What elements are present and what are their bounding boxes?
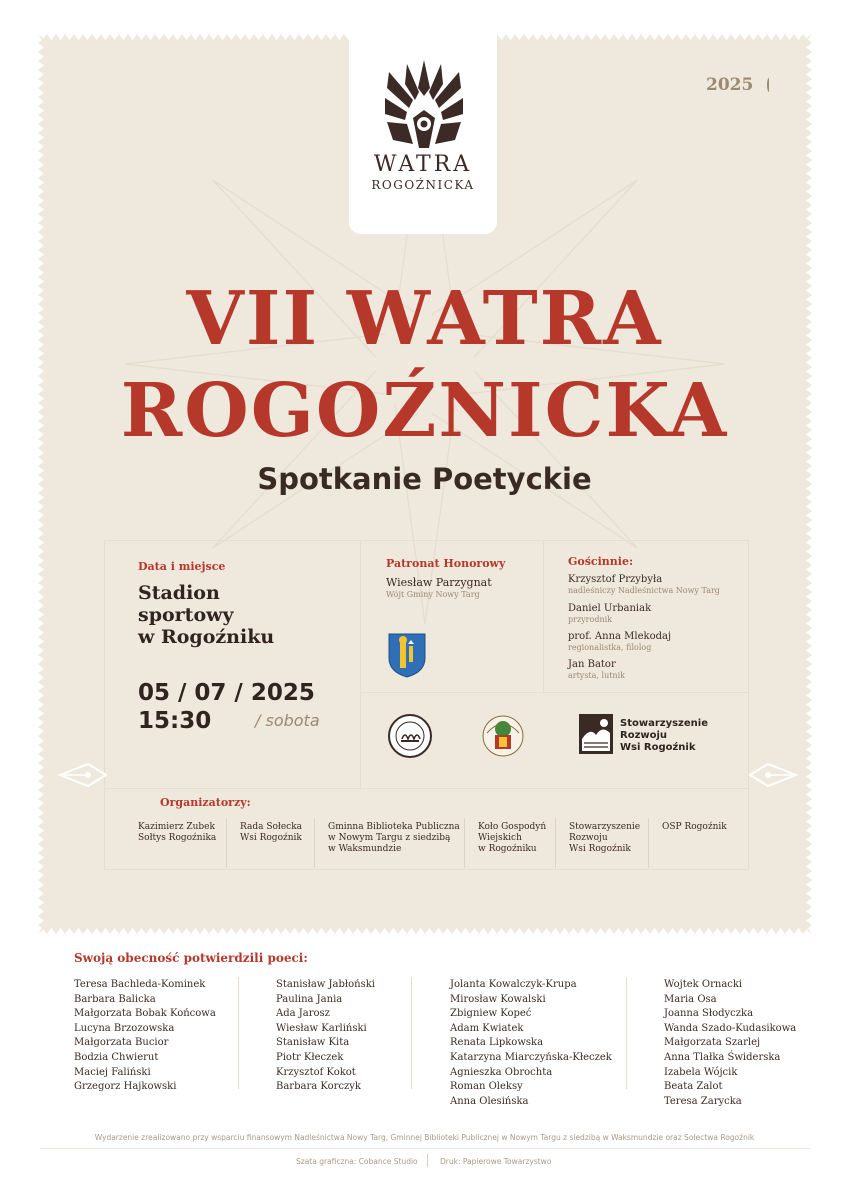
guest-role: regionalistka, filolog	[568, 643, 652, 652]
divider	[626, 977, 627, 1089]
organizer-line: w Waksmundzie	[328, 844, 402, 854]
poet-name: Anna Tlałka Świderska	[664, 1051, 781, 1063]
design-credit: Szata graficzna: Cobance Studio	[296, 1157, 418, 1166]
guest-role: przyrodnik	[568, 615, 612, 624]
poet-name: Wojtek Ornacki	[664, 979, 743, 990]
organizer-line: w Rogoźniku	[478, 844, 537, 854]
poet-name: Wiesław Karliński	[276, 1022, 367, 1034]
guest-role: nadleśniczy Nadleśnictwa Nowy Targ	[568, 586, 720, 595]
divider	[555, 818, 556, 868]
guest-item	[568, 603, 651, 624]
event-day: / sobota	[255, 711, 320, 730]
divider	[427, 1154, 428, 1167]
partner-round-stamp-logo	[387, 713, 433, 759]
guest-item	[568, 574, 720, 595]
divider	[360, 540, 361, 788]
organizer-line: Wsi Rogoźnik	[240, 833, 302, 843]
guest-name: prof. Anna Mlekodaj	[568, 631, 672, 642]
title-line-1: VII WATRA	[186, 276, 663, 362]
guest-role: artysta, lutnik	[568, 671, 625, 680]
poet-name: Joanna Słodyczka	[664, 1008, 754, 1020]
print-credit: Druk: Papierowe Towarzystwo	[440, 1157, 552, 1166]
organizer-line: Koło Gospodyń	[478, 822, 547, 832]
poet-name: Stanisław Jabłoński	[276, 979, 376, 990]
poet-name: Beata Zalot	[664, 1081, 723, 1093]
poet-name: Barbara Balicka	[74, 993, 156, 1005]
organizer-item	[569, 822, 640, 855]
organizer-line: Stowarzyszenie	[569, 822, 641, 832]
poet-name: Teresa Bachleda-Kominek	[74, 979, 206, 990]
poet-name: Agnieszka Obrochta	[450, 1066, 553, 1078]
pen-nib-ornament-icon	[748, 760, 798, 790]
poets-column	[74, 978, 216, 1095]
divider	[411, 977, 412, 1089]
divider	[226, 818, 227, 868]
organizer-line: Sołtys Rogoźnika	[138, 833, 217, 843]
poets-label: Swoją obecność potwierdzili poeci:	[74, 951, 308, 965]
pen-nib-ornament-icon	[58, 760, 108, 790]
organizer-line: Rozwoju	[569, 833, 608, 843]
support-note: Wydarzenie zrealizowano przy wsparciu finansowym Nadleśnictwa Nowy Targ, Gminnej Biblioteki Publicznej w Nowym Targu z siedzibą w Waksmundzie oraz Sołectwa Rogoźnik	[94, 1133, 755, 1142]
logo-line-1: WATRA	[373, 152, 473, 177]
poets-column	[276, 978, 375, 1095]
guests-label: Gościnnie:	[568, 555, 634, 568]
poet-name: Grzegorz Hajkowski	[74, 1081, 177, 1093]
event-date: 05 / 07 / 2025	[138, 680, 315, 706]
flame-logo-icon	[383, 58, 465, 150]
poet-name: Paulina Jania	[276, 993, 343, 1005]
poet-name: Adam Kwiatek	[450, 1022, 524, 1034]
poet-name: Piotr Kłeczek	[276, 1051, 344, 1063]
poet-name: Ada Jarosz	[276, 1008, 330, 1020]
subtitle: Spotkanie Poetyckie	[257, 462, 592, 496]
venue-line-2: sportowy	[138, 604, 234, 626]
poet-name: Anna Olesińska	[450, 1095, 529, 1107]
poet-name: Jolanta Kowalczyk-Krupa	[450, 979, 577, 990]
poet-name: Małgorzata Bucior	[74, 1037, 169, 1049]
guest-name: Jan Bator	[568, 659, 616, 670]
poet-name: Mirosław Kowalski	[450, 993, 546, 1005]
venue-line-3: w Rogoźniku	[138, 626, 275, 648]
guest-name: Daniel Urbaniak	[568, 603, 652, 614]
guest-item	[568, 631, 671, 652]
organizer-item	[138, 822, 216, 844]
poet-name: Teresa Zarycka	[664, 1095, 742, 1107]
organizers-label: Organizatorzy:	[160, 796, 251, 809]
guest-name: Krzysztof Przybyła	[568, 574, 663, 585]
poet-name: Małgorzata Bobak Końcowa	[74, 1008, 216, 1020]
poet-name: Krzysztof Kokot	[276, 1066, 356, 1078]
poet-name: Małgorzata Szarlej	[664, 1037, 761, 1049]
coat-of-arms-icon	[387, 632, 427, 678]
poet-name: Katarzyna Miarczyńska-Kłeczek	[450, 1051, 612, 1063]
poet-name: Wanda Szado-Kudasikowa	[664, 1022, 797, 1034]
footer-divider	[40, 1148, 810, 1149]
organizer-item	[240, 822, 302, 844]
venue	[138, 582, 274, 648]
poet-name: Stanisław Kita	[276, 1037, 350, 1049]
divider	[360, 692, 749, 693]
divider	[314, 818, 315, 868]
logo-wordmark	[349, 152, 497, 192]
poet-name: Maciej Faliński	[74, 1066, 151, 1078]
poet-name: Renata Lipkowska	[450, 1037, 544, 1049]
venue-line-1: Stadion	[138, 582, 220, 604]
poet-name: Roman Oleksy	[450, 1081, 523, 1093]
year-ornament-icon	[767, 78, 771, 92]
logo-line-2: ROGOŹNICKA	[371, 178, 475, 192]
divider	[464, 818, 465, 868]
organizer-line: Kazimierz Zubek	[138, 822, 215, 832]
stowarzyszenie-line-3: Wsi Rogoźnik	[620, 742, 696, 753]
divider	[238, 977, 239, 1089]
divider	[543, 540, 544, 692]
poets-column	[450, 978, 612, 1109]
patron-role: Wójt Gminy Nowy Targ	[386, 590, 480, 599]
organizer-line: w Nowym Targu z siedzibą	[328, 833, 451, 843]
title-line-2: ROGOŹNICKA	[120, 368, 729, 454]
guest-item	[568, 659, 625, 680]
organizer-line: Gminna Biblioteka Publiczna	[328, 822, 460, 832]
event-time: 15:30	[138, 708, 212, 734]
poet-name: Izabela Wójcik	[664, 1066, 738, 1078]
stowarzyszenie-logo-text	[620, 718, 708, 754]
poet-name: Barbara Korczyk	[276, 1081, 361, 1093]
stowarzyszenie-logo-icon	[578, 713, 614, 755]
date-place-label: Data i miejsce	[138, 560, 226, 573]
organizer-item	[328, 822, 460, 855]
divider	[104, 788, 749, 789]
partner-kgw-logo	[478, 713, 528, 759]
poet-name: Lucyna Brzozowska	[74, 1022, 175, 1034]
stowarzyszenie-line-2: Rozwoju	[620, 730, 668, 741]
organizer-item	[478, 822, 546, 855]
organizer-line: OSP Rogoźnik	[662, 822, 727, 832]
poet-name: Zbigniew Kopeć	[450, 1008, 532, 1020]
organizer-line: Wsi Rogoźnik	[569, 844, 631, 854]
year-badge: 2025	[706, 75, 754, 95]
poets-column	[664, 978, 796, 1109]
organizer-line: Wiejskich	[478, 833, 522, 843]
patron-name: Wiesław Parzygnat	[386, 576, 492, 589]
patronage-label: Patronat Honorowy	[386, 557, 506, 570]
poet-name: Maria Osa	[664, 993, 717, 1005]
organizer-item	[662, 822, 727, 833]
stowarzyszenie-line-1: Stowarzyszenie	[620, 718, 708, 729]
divider	[648, 818, 649, 868]
poet-name: Bodzia Chwierut	[74, 1051, 159, 1063]
organizer-line: Rada Sołecka	[240, 822, 303, 832]
